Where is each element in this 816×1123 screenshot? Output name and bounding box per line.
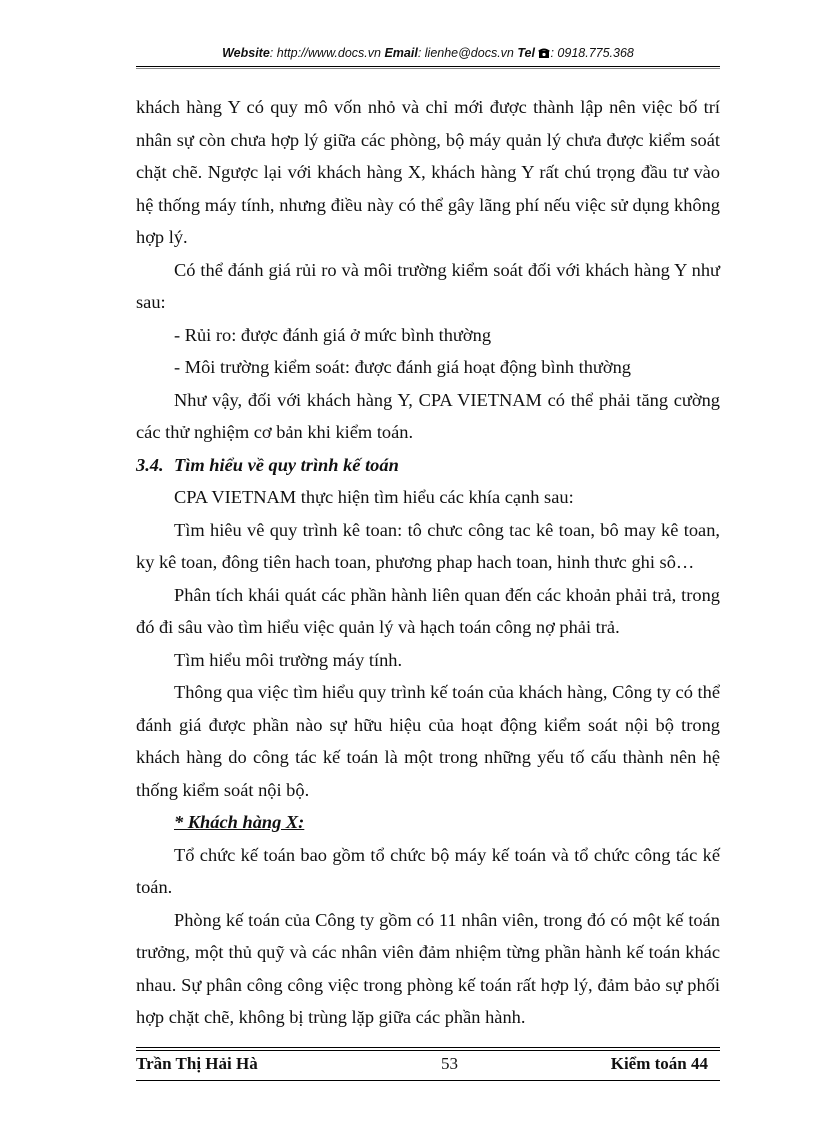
page-number: 53: [441, 1054, 458, 1073]
footer-author: Trần Thị Hải Hà: [136, 1054, 258, 1073]
page-footer: [136, 1054, 720, 1078]
paragraph: Phân tích khái quát các phần hành liên quan đến các khoản phải trả, trong đó đi sâu vào tìm hiểu việc quản lý và hạch toán công nợ phải trả.: [136, 584, 720, 637]
paragraph: Thông qua việc tìm hiểu quy trình kế toán của khách hàng, Công ty có thể đánh giá được phần nào sự hữu hiệu của hoạt động kiểm soát nội bộ trong khách hàng do công tác kế toán là một trong những yếu tố cấu thành nên hệ thống kiểm soát nội bộ.: [136, 682, 720, 800]
phone-icon: [538, 46, 550, 60]
paragraph: Tìm hiêu vê quy trình kê toan: tô chưc công tac kê toan, bô may kê toan, ky kê toan, đông tiên hach toan, phương phap hach toan, hinh thưc ghi sô…: [136, 519, 720, 572]
section-number: 3.4.: [136, 454, 164, 475]
paragraph: Như vậy, đối với khách hàng Y, CPA VIETNAM có thể phải tăng cường các thử nghiệm cơ bản khi kiểm toán.: [136, 389, 720, 442]
section-title: Tìm hiểu về quy trình kế toán: [174, 454, 399, 475]
footer-divider-thick: [136, 1050, 720, 1051]
section-heading: [136, 449, 720, 482]
tel-value: : 0918.775.368: [550, 46, 634, 60]
email-value[interactable]: : lienhe@docs.vn: [417, 46, 514, 60]
list-item: - Môi trường kiểm soát: được đánh giá hoạt động bình thường: [174, 357, 631, 377]
paragraph: khách hàng Y có quy mô vốn nhỏ và chỉ mới được thành lập nên việc bố trí nhân sự còn chưa hợp lý giữa các phòng, bộ máy quản lý chưa được kiểm soát chặt chẽ. Ngược lại với khách hàng X, khách hàng Y rất chú trọng đầu tư vào hệ thống máy tính, nhưng điều này có thể gây lãng phí nếu việc sử dụng không hợp lý.: [136, 97, 720, 247]
page-header: [136, 46, 720, 60]
footer-divider: [136, 1047, 720, 1048]
sub-heading: * Khách hàng X:: [174, 812, 305, 832]
paragraph: Tìm hiểu môi trường máy tính.: [174, 649, 403, 670]
paragraph: Phòng kế toán của Công ty gồm có 11 nhân viên, trong đó có một kế toán trưởng, một thủ quỹ và các nhân viên đảm nhiệm từng phần hành kế toán khác nhau. Sự phân công công việc trong phòng kế toán rất hợp lý, đảm bảo sự phối hợp chặt chẽ, không bị trùng lặp giữa các phần hành.: [136, 909, 720, 1027]
paragraph: Tổ chức kế toán bao gồm tổ chức bộ máy kế toán và tổ chức công tác kế toán.: [136, 844, 720, 897]
paragraph: CPA VIETNAM thực hiện tìm hiểu các khía cạnh sau:: [174, 487, 574, 507]
list-item: - Rủi ro: được đánh giá ở mức bình thường: [174, 324, 492, 345]
email-label: Email: [384, 46, 418, 60]
footer-divider-bottom: [136, 1080, 720, 1081]
paragraph: Có thể đánh giá rủi ro và môi trường kiểm soát đối với khách hàng Y như sau:: [136, 259, 720, 312]
footer-class: Kiểm toán 44: [610, 1054, 708, 1073]
page-body: [136, 91, 720, 1034]
header-divider-secondary: [136, 68, 720, 69]
website-value[interactable]: : http://www.docs.vn: [269, 46, 381, 60]
tel-label: Tel: [517, 46, 535, 60]
header-divider: [136, 66, 720, 67]
website-label: Website: [222, 46, 270, 60]
